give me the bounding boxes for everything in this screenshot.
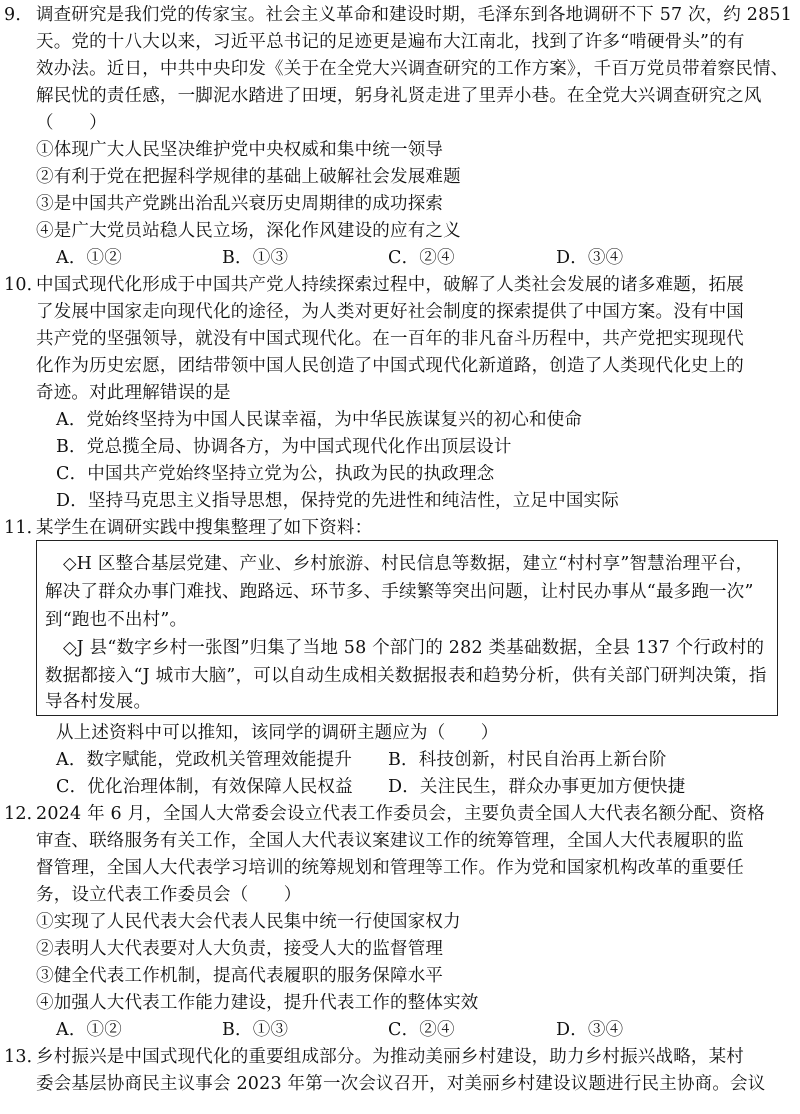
statement-2: ②表明人大代表要对人大负责，接受人大的监督管理 [36, 939, 444, 959]
option-b: B．党总揽全局、协调各方，为中国式现代化作出顶层设计 [56, 437, 512, 457]
answer-blank: （ ） [36, 113, 107, 133]
option-d: D．坚持马克思主义指导思想，保持党的先进性和纯洁性，立足中国实际 [56, 491, 619, 511]
option-d: D．③④ [556, 248, 624, 268]
question-stem: 从上述资料中可以推知，该同学的调研主题应为（ ） [56, 723, 499, 743]
option-c: C．中国共产党始终坚持立党为公，执政为民的执政理念 [56, 464, 495, 484]
question-text-line: 督管理，全国人大代表学习培训的统筹规划和管理等工作。作为党和国家机构改革的重要任 [36, 858, 744, 878]
question-text-line: 效办法。近日，中共中央印发《关于在全党大兴调查研究的工作方案》，千百万党员带着察民情、 [36, 59, 789, 79]
option-b: B．科技创新，村民自治再上新台阶 [388, 750, 667, 770]
material-line: 数据都接入“J 城市大脑”，可以自动生成相关数据报表和趋势分析，供有关部门研判决策，指 [45, 666, 767, 686]
question-number: 12． [4, 804, 45, 824]
statement-3: ③健全代表工作机制，提高代表履职的服务保障水平 [36, 966, 444, 986]
question-text-line: 化作为历史宏愿，团结带领中国人民创造了中国式现代化新道路，创造了人类现代化史上的 [36, 356, 744, 376]
option-a: A．①② [56, 1020, 122, 1040]
question-text-line: 解民忧的责任感，一脚泥水踏进了田埂，躬身礼贤走进了里弄小巷。在全党大兴调查研究之风 [36, 86, 762, 106]
question-number: 10． [4, 275, 45, 295]
question-number: 11． [4, 518, 45, 538]
question-text-line: 奇迹。对此理解错误的是 [36, 383, 231, 403]
material-line: 到“跑也不出村”。 [45, 610, 188, 630]
statement-1: ①体现广大人民坚决维护党中央权威和集中统一领导 [36, 140, 444, 160]
statement-4: ④是广大党员站稳人民立场，深化作风建设的应有之义 [36, 221, 461, 241]
question-text-line: 调查研究是我们党的传家宝。社会主义革命和建设时期，毛泽东到各地调研不下 57 次，约 2851 [36, 5, 792, 25]
question-text-line: 务，设立代表工作委员会（ ） [36, 885, 302, 905]
question-text-line: 委会基层协商民主议事会 2023 年第一次会议召开，对美丽乡村建设议题进行民主协商。会议 [36, 1074, 766, 1094]
material-line: ◇J 县“数字乡村一张图”归集了当地 58 个部门的 282 类基础数据，全县 137 个行政村的 [63, 638, 765, 658]
material-line: ◇H 区整合基层党建、产业、乡村旅游、村民信息等数据，建立“村村享”智慧治理平台， [63, 554, 754, 574]
option-c: C．②④ [388, 1020, 455, 1040]
question-number: 9． [4, 5, 34, 25]
option-c: C．②④ [388, 248, 455, 268]
question-text-line: 中国式现代化形成于中国共产党人持续探索过程中，破解了人类社会发展的诸多难题，拓展 [36, 275, 744, 295]
option-a: A．党始终坚持为中国人民谋幸福，为中华民族谋复兴的初心和使命 [56, 410, 583, 430]
option-a: A．数字赋能，党政机关管理效能提升 [56, 750, 353, 770]
question-text-line: 天。党的十八大以来，习近平总书记的足迹更是遍布大江南北，找到了许多“啃硬骨头”的有 [36, 32, 745, 52]
material-line: 解决了群众办事门难找、跑路远、环节多、手续繁等突出问题，让村民办事从“最多跑一次” [45, 582, 754, 602]
question-text-line: 审查、联络服务有关工作，全国人大代表议案建议工作的统筹管理，全国人大代表履职的监 [36, 831, 744, 851]
question-intro: 某学生在调研实践中搜集整理了如下资料： [36, 518, 373, 538]
option-d: D．③④ [556, 1020, 624, 1040]
statement-2: ②有利于党在把握科学规律的基础上破解社会发展难题 [36, 167, 461, 187]
option-d: D．关注民生，群众办事更加方便快捷 [388, 777, 686, 797]
option-c: C．优化治理体制，有效保障人民权益 [56, 777, 353, 797]
statement-4: ④加强人大代表工作能力建设，提升代表工作的整体实效 [36, 993, 479, 1013]
question-text-line: 乡村振兴是中国式现代化的重要组成部分。为推动美丽乡村建设，助力乡村振兴战略，某村 [36, 1047, 744, 1067]
question-number: 13． [4, 1047, 45, 1067]
material-box [36, 540, 778, 716]
statement-3: ③是中国共产党跳出治乱兴衰历史周期律的成功探索 [36, 194, 444, 214]
statement-1: ①实现了人民代表大会代表人民集中统一行使国家权力 [36, 912, 461, 932]
option-b: B．①③ [222, 248, 289, 268]
option-a: A．①② [56, 248, 122, 268]
question-text-line: 共产党的坚强领导，就没有中国式现代化。在一百年的非凡奋斗历程中，共产党把实现现代 [36, 329, 744, 349]
material-line: 导各村发展。 [45, 692, 152, 712]
question-text-line: 了发展中国家走向现代化的途径，为人类对更好社会制度的探索提供了中国方案。没有中国 [36, 302, 744, 322]
question-text-line: 2024 年 6 月，全国人大常委会设立代表工作委员会，主要负责全国人大代表名额分配、资格 [36, 804, 765, 824]
option-b: B．①③ [222, 1020, 289, 1040]
